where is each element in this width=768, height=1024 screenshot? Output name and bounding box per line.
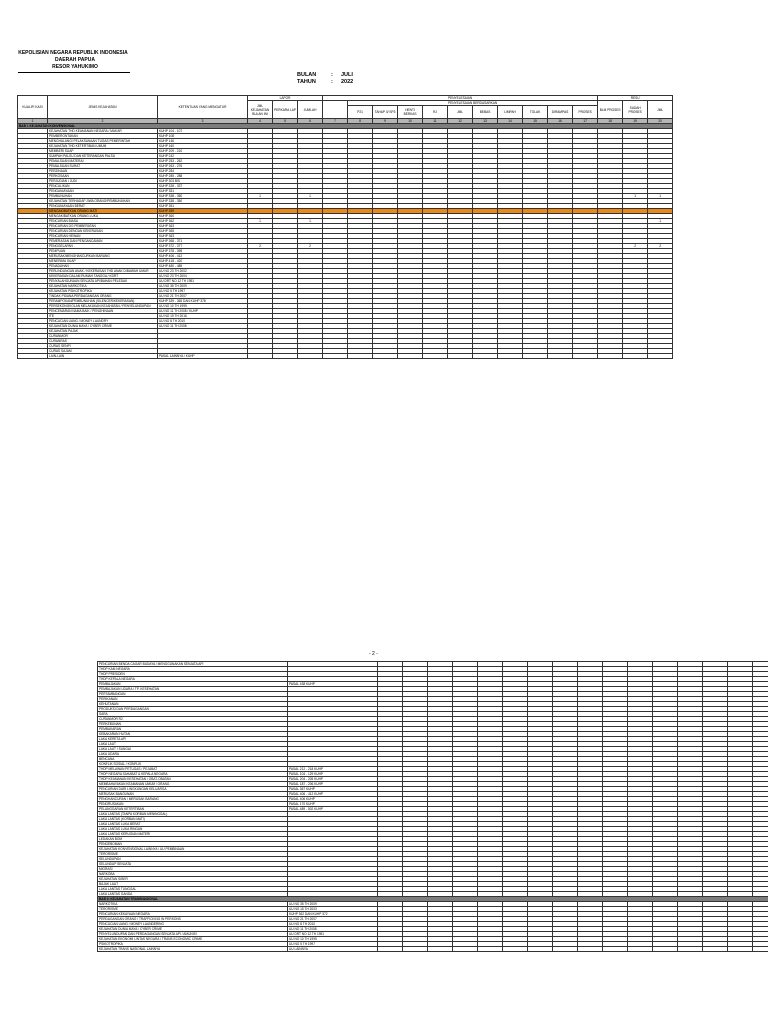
legal-basis-cell: KUHP 360 [158, 214, 248, 219]
value-cell: 1 [298, 194, 323, 199]
column-number: 7 [323, 119, 348, 124]
crime-type-cell: PERLINDUNGAN ANAK / KEKERASAN THD ANAK DIBAWAH UMUR [48, 269, 158, 274]
legal-basis-cell: KUHP 362 DAN KUHP 372 [288, 912, 378, 917]
value-cell [728, 947, 753, 952]
crime-type-cell: TERORISME [98, 852, 288, 857]
legal-basis-cell: UU NO 35 TH 2009 [288, 902, 378, 907]
column-number: 2 [48, 119, 158, 124]
crime-type-cell: CURAS SAJAM [48, 349, 158, 354]
crime-type-cell: PENGANIAYAAN BERAT [48, 204, 158, 209]
legal-basis-cell: UU NO 5 TH 1997 [288, 942, 378, 947]
legal-basis-cell: KUHP 480 - 485 [158, 264, 248, 269]
col-lapor: PERKARA LAP [273, 101, 298, 119]
crime-type-cell: PELANGGARAN KETERTIBAN [98, 807, 288, 812]
crime-type-cell: SARA [98, 712, 288, 717]
crime-type-cell: PENYELUNDUPAN DAN PERDAGANGAN SENJATA API / AMUNISI [98, 932, 288, 937]
table-row [98, 947, 768, 952]
crime-type-cell: MERUSAK/MENGHANCURKAN BARANG [48, 254, 158, 259]
legal-basis-cell: KUHP 146 [158, 139, 248, 144]
crime-table-page2 [97, 661, 768, 952]
crime-type-cell: PERIKANAN [98, 697, 288, 702]
crime-type-cell: ITE [48, 314, 158, 319]
crime-type-cell: PENGANIAYAAN [48, 189, 158, 194]
legal-basis-cell: UU NO 35 TH 2009 [158, 284, 248, 289]
crime-type-cell: LAKA LANTAS (TANPA KORBAN MENINGGAL) [98, 812, 288, 817]
kualifikasi-cell [18, 354, 48, 359]
value-cell [248, 354, 273, 359]
value-cell [378, 947, 403, 952]
value-cell [498, 354, 523, 359]
legal-basis-cell: UU NO 11 TH 2008 [158, 324, 248, 329]
crime-type-cell: PENCURIAN DARI LINGKUNGAN KELUARGA [98, 787, 288, 792]
crime-type-cell: PENCURIAN KEKAYAAN NEGARA [98, 912, 288, 917]
crime-type-cell: KEJAHATAN THD KETERTIBAN UMUM [48, 144, 158, 149]
header-underline [18, 72, 130, 73]
legal-basis-cell: KUHP 418 - 420 [158, 259, 248, 264]
value-cell [273, 354, 298, 359]
value-cell: 1 [648, 219, 673, 224]
legal-basis-cell: PASAL 204 - 205 KUHP [288, 777, 378, 782]
crime-type-cell: BAJAK LAUT [98, 882, 288, 887]
column-number: 4 [248, 119, 273, 124]
value-cell [578, 947, 603, 952]
crime-type-cell: PERDAGANGAN ORANG / TRAFFICKING IN PERSONS [98, 917, 288, 922]
column-number: 8 [348, 119, 373, 124]
crime-type-cell: PENADAHAN [48, 264, 158, 269]
value-cell [703, 947, 728, 952]
crime-type-cell: SUMPAH PALSU DAN KETERANGAN PALSU [48, 154, 158, 159]
crime-type-cell: KEJAHATAN TERHADAP JIWA ORANG/PEMBUNUHAN [48, 199, 158, 204]
column-number: 13 [473, 119, 498, 124]
crime-type-cell: PEMBERONTAKAN [48, 134, 158, 139]
legal-basis-cell: KUHP 378 - 395 [158, 249, 248, 254]
table-row [18, 354, 673, 359]
tahun-colon: : [331, 79, 333, 85]
crime-type-cell: KEJAHATAN DUNIA MAYA / CYBER CRIME [98, 927, 288, 932]
bulan-colon: : [331, 72, 333, 78]
crime-type-cell: THDP PRESIDEN [98, 672, 288, 677]
org-unit: RESOR YAHUKIMO [52, 64, 98, 70]
crime-type-cell: PERAMPOKAN/PEMBUNUHAN (SILENCER/KEKERASAN) [48, 299, 158, 304]
legal-basis-cell: KUHP 209 - 210 [158, 149, 248, 154]
crime-type-cell: LAKA LANTAS LUKA BERAT [98, 822, 288, 827]
crime-type-cell: THDP KEPALA NEGARA [98, 677, 288, 682]
column-number: 19 [623, 119, 648, 124]
crime-type-cell: PERKOSAAN [48, 174, 158, 179]
crime-type-cell: PENCUCIAN UANG / MONEY LAUNDRY [48, 319, 158, 324]
crime-type-cell: LAKA UDARA [98, 752, 288, 757]
crime-type-cell: KEJAHATAN PSIKOTROPIKA [48, 289, 158, 294]
value-cell [528, 947, 553, 952]
legal-basis-cell: KUHP 363 [158, 224, 248, 229]
column-number: 10 [398, 119, 423, 124]
value-cell [628, 947, 653, 952]
legal-basis-cell: KUHP 160 [158, 144, 248, 149]
legal-basis-cell: UU NO 19 TH 2016 [158, 314, 248, 319]
legal-basis-cell: UU NO 10 TH 1995 [158, 304, 248, 309]
column-number: 15 [523, 119, 548, 124]
crime-type-cell: KEBAKARAN HUTAN [98, 732, 288, 737]
crime-type-cell: KEJAHATAN KONVENSIONAL LAINNYA / UU PEMBINAAN [98, 847, 288, 852]
value-cell [298, 354, 323, 359]
bulan-label: BULAN [297, 72, 317, 78]
crime-type-cell: PEMBAJAKAN UDARA / TP. KESEHATAN [98, 687, 288, 692]
crime-type-cell: PENYALAHGUNAAN SENJATA API/BAHAN PELEDAK [48, 279, 158, 284]
crime-type-cell: SELUNDUPAN [98, 857, 288, 862]
crime-type-cell: LAKA KERETA API [98, 737, 288, 742]
group-penyelesaian-sub: PENYELESAIAN BERDASARKAN [348, 101, 598, 106]
col-selesai: LIMPAH [498, 106, 523, 119]
org-name: KEPOLISIAN NEGARA REPUBLIK INDONESIA [18, 50, 128, 56]
crime-type-cell: MEMBERI SUAP [48, 149, 158, 154]
value-cell: 1 [298, 219, 323, 224]
value-cell [373, 354, 398, 359]
value-cell [573, 354, 598, 359]
legal-basis-cell: UU NO 5 TH 1997 [158, 289, 248, 294]
col-resu: BLM PROSES [598, 101, 623, 119]
value-cell [398, 354, 423, 359]
crime-type-cell: MENERIMA SUAP [48, 259, 158, 264]
col-selesai: PROSES [573, 106, 598, 119]
column-number: 3 [158, 119, 248, 124]
crime-type-cell: PENIPUAN [48, 249, 158, 254]
value-cell [598, 354, 623, 359]
crime-type-cell: PEMERASAN DAN PENGANCAMAN [48, 239, 158, 244]
crime-type-cell: KEJAHATAN SIBER [98, 877, 288, 882]
col-selesai: RJ [423, 106, 448, 119]
col-selesai: JML [448, 106, 473, 119]
column-number: 20 [648, 119, 673, 124]
crime-type-cell: LAKA LANTAS KERUGIAN MATERI [98, 832, 288, 837]
value-cell [453, 947, 478, 952]
group-resu: RESU [598, 96, 673, 101]
value-cell [523, 354, 548, 359]
crime-type-cell: PEMBUNUHAN [48, 194, 158, 199]
crime-type-cell: PENCURIAN DENGAN KEKERASAN [48, 229, 158, 234]
value-cell [653, 947, 678, 952]
crime-type-cell: CURANMOR R2 [98, 717, 288, 722]
column-number: 5 [273, 119, 298, 124]
crime-type-cell: PENCULIKAN [48, 184, 158, 189]
crime-type-cell: MENGAKIBATKAN ORANG LUKA [48, 214, 158, 219]
legal-basis-cell: UU NO 8 TH 2010 [288, 922, 378, 927]
crime-type-cell: SELUNDUP SENJATA [98, 862, 288, 867]
legal-basis-cell: PASAL 212 - 218 KUHP [288, 767, 378, 772]
col-resu: JML [648, 101, 673, 119]
col-ketentuan: KETENTUAN YANG MENGATUR [158, 96, 248, 119]
legal-basis-cell: UU DRT NO 12 TH 1951 [158, 279, 248, 284]
crime-type-cell: KEJAHATAN EKONOMI LINTAS NEGARA / TRANS ECONOMIC CRIME [98, 937, 288, 942]
col-selesai: DIRAMPAS [548, 106, 573, 119]
legal-basis-cell: UU NO 21 TH 2007 [288, 917, 378, 922]
crime-type-cell: MENGAKIBATKAN ORANG MATI [48, 209, 158, 214]
legal-basis-cell: KUHP 108 [158, 134, 248, 139]
crime-type-cell: PENCURIAN HEWAN [48, 234, 158, 239]
legal-basis-cell: KUHP 104 - 107 [158, 129, 248, 134]
column-number: 11 [423, 119, 448, 124]
report-period [297, 72, 353, 86]
value-cell [473, 354, 498, 359]
legal-basis-cell: UU NO 21 TH 2007 [158, 294, 248, 299]
crime-type-cell: PERZINAAN [48, 169, 158, 174]
legal-basis-cell: KUHP 359 [158, 209, 248, 214]
crime-type-cell: LEDAKAN BOM [98, 837, 288, 842]
col-lapor: JUMLAH [298, 101, 323, 119]
crime-type-cell: LAKA LANTAS (KORBAN MATI) [98, 817, 288, 822]
tahun-label: TAHUN [297, 79, 316, 85]
legal-basis-cell: PASAL 489 - 502 KUHP [288, 807, 378, 812]
value-cell: 2 [298, 244, 323, 249]
value-cell [348, 354, 373, 359]
legal-basis-cell: KUHP 362 [158, 219, 248, 224]
legal-basis-cell: KUHP 284 [158, 169, 248, 174]
crime-type-cell: CURANRAS [48, 339, 158, 344]
legal-basis-cell: KUHP 351 [158, 189, 248, 194]
crime-table-page1 [17, 95, 673, 359]
value-cell: 2 [648, 244, 673, 249]
value-cell [428, 947, 453, 952]
value-cell [623, 354, 648, 359]
crime-type-cell: THDP KEAMANAN KESEHATAN / OBAT-OBATAN [98, 777, 288, 782]
legal-basis-cell: PASAL LAINNYA / KUHP [158, 354, 248, 359]
crime-type-cell: LAKA LANTAS TUNGGAL [98, 887, 288, 892]
legal-basis-cell: KUHP 303 BIS [158, 179, 248, 184]
crime-type-cell: PEMALSUAN MATERAI [48, 159, 158, 164]
crime-type-cell: PENCURIAN BENDA CAGAR BUDAYA / MENGGUNAKAN SENJATA API [98, 662, 288, 667]
crime-type-cell: THDP MELAWAN PETUGAS / PEJABAT [98, 767, 288, 772]
crime-type-cell: LAKA LAUT [98, 742, 288, 747]
value-cell [753, 947, 768, 952]
crime-type-cell: LAIN-LAIN [48, 354, 158, 359]
legal-basis-cell: UU NO 11 TH 2008 [288, 927, 378, 932]
crime-type-cell: KEJAHATAN PAJAK [48, 329, 158, 334]
legal-basis-cell: KUHP 263 - 276 [158, 164, 248, 169]
legal-basis-cell: KUHP 338 - 350 [158, 199, 248, 204]
col-sp [323, 101, 348, 119]
legal-basis-cell: KUHP 351 [158, 204, 248, 209]
value-cell [603, 947, 628, 952]
value-cell [403, 947, 428, 952]
crime-type-cell: PENGGELAPAN [48, 244, 158, 249]
value-cell: 1 [248, 194, 273, 199]
crime-type-cell: KEJAHATAN THD KEAMANAN NEGARA / MAKAR [48, 129, 158, 134]
crime-type-cell: NARKOTIKA [98, 902, 288, 907]
crime-type-cell: TINDAK PIDANA PERDAGANGAN ORANG [48, 294, 158, 299]
legal-basis-cell: PASAL 367 KUHP [288, 787, 378, 792]
crime-type-cell: MEMBAHAYAKAN KEAMANAN UMUM / ORANG [98, 782, 288, 787]
crime-type-cell: PENGRUSAKAN [98, 802, 288, 807]
value-cell [503, 947, 528, 952]
crime-type-cell: BENCANA [98, 757, 288, 762]
crime-type-cell: MENGHALANGI PELAKSANAAN TUGAS PEMERINTAH [48, 139, 158, 144]
crime-type-cell: PRODUKSI DAN PERDAGANGAN [98, 707, 288, 712]
value-cell [678, 947, 703, 952]
legal-basis-cell: KUHP 242 [158, 154, 248, 159]
crime-type-cell: PERKEBUNAN [98, 722, 288, 727]
crime-type-cell: CURAS SENPI [48, 344, 158, 349]
value-cell [548, 354, 573, 359]
legal-basis-cell: PASAL 406 - 412 KUHP [288, 792, 378, 797]
crime-type-cell: LAKA LAUT / SUNGAI [98, 747, 288, 752]
col-selesai: TAHAP II/ SP3 [373, 106, 398, 119]
legal-basis-cell: PASAL 438 KUHP [288, 682, 378, 687]
section-title: BAB I. KEJAHATAN KONVENSIONAL [18, 124, 673, 129]
crime-type-cell: PERJUDIAN / JUDI [48, 179, 158, 184]
crime-type-cell: KEHUTANAN [98, 702, 288, 707]
col-selesai: BEBAS [473, 106, 498, 119]
value-cell [323, 354, 348, 359]
crime-type-cell: PENGHANCURAN / MERUSAK BARANG [98, 797, 288, 802]
col-selesai: HENTI BERKAS [398, 106, 423, 119]
report-header [18, 50, 132, 73]
legal-basis-cell: PASAL 170 KUHP [288, 802, 378, 807]
crime-type-cell: LAKA LANTAS GANDA [98, 892, 288, 897]
value-cell [423, 354, 448, 359]
org-region: DAERAH PAPUA [55, 57, 95, 63]
legal-basis-cell: PASAL 187 - 206 KUHP [288, 782, 378, 787]
value-cell [648, 354, 673, 359]
column-number: 9 [373, 119, 398, 124]
crime-type-cell: PENCEMARAN NAMA BAIK / PENGHINAAN [48, 309, 158, 314]
crime-type-cell: THDP KAM NEGARA [98, 667, 288, 672]
value-cell: 1 [248, 219, 273, 224]
crime-type-cell: PSIKOTROPIKA [98, 942, 288, 947]
legal-basis-cell: KUHP 363 [158, 234, 248, 239]
legal-basis-cell: UU NO 10 TH 1995 [288, 937, 378, 942]
crime-type-cell: PEMBAJAKAN [98, 682, 288, 687]
value-cell: 1 [648, 194, 673, 199]
column-number: 1 [18, 119, 48, 124]
value-cell [448, 354, 473, 359]
column-number: 14 [498, 119, 523, 124]
legal-basis-cell: UU NO 8 TH 2010 [158, 319, 248, 324]
legal-basis-cell: KUHP 253 - 262 [158, 159, 248, 164]
crime-type-cell: PEMBAKARAN [98, 727, 288, 732]
crime-type-cell: PERSEKONGKOLAN MELAKUKAN KEJAHATAN / PENYELUNDUPAN [48, 304, 158, 309]
column-number: 16 [548, 119, 573, 124]
legal-basis-cell: KUHP 339 - 365 DAN KUHP 378 [158, 299, 248, 304]
crime-type-cell: KEJAHATAN DUNIA MAYA / CYBER CRIME [48, 324, 158, 329]
tahun-value: 2022 [341, 79, 354, 85]
legal-basis-cell: KUHP 406 - 412 [158, 254, 248, 259]
crime-type-cell: PERTAMBANGAN [98, 692, 288, 697]
value-cell: 2 [248, 244, 273, 249]
page-number: - 2 - [369, 651, 378, 657]
legal-basis-cell: KUHP 372 - 377 [158, 244, 248, 249]
crime-type-cell: TERORISME [98, 907, 288, 912]
crime-type-cell: PENGEBOMAN [98, 842, 288, 847]
crime-type-cell: MERUSAK BANGUNAN [98, 792, 288, 797]
section-title: BAB II. KEJAHATAN TRANSNASIONAL [98, 897, 768, 902]
legal-basis-cell: KUHP 365 [158, 229, 248, 234]
col-kualifikasi: KUALIFI KASI [18, 96, 48, 119]
legal-basis-cell: UU NO 23 TH 2004 [158, 274, 248, 279]
legal-basis-cell: UU NO 23 TH 2002 [158, 269, 248, 274]
col-selesai: TOLAK [523, 106, 548, 119]
value-cell [478, 947, 503, 952]
group-penyelesaian: PENYELESAIAN [323, 96, 598, 101]
column-number: 12 [448, 119, 473, 124]
crime-type-cell: PENCURIAN DG PEMBERATAN [48, 224, 158, 229]
column-number: 6 [298, 119, 323, 124]
legal-basis-cell: KUHP 328 - 337 [158, 184, 248, 189]
crime-type-cell: THDP NEGARA SAHABAT & KEPALA NEGARA [98, 772, 288, 777]
crime-type-cell: NARKOBA [98, 872, 288, 877]
crime-type-cell: MIGRASI [98, 867, 288, 872]
value-cell: 1 [623, 194, 648, 199]
legal-basis-cell: UU LAINNYA [288, 947, 378, 952]
col-resu: SUDAH PROSES [623, 101, 648, 119]
col-selesai: P21 [348, 106, 373, 119]
group-lapor: LAPOR [248, 96, 323, 101]
col-jenis: JENIS KEJAHATAN [48, 96, 158, 119]
crime-type-cell: PENCUCIAN UANG / MONEY LAUNDERING [98, 922, 288, 927]
crime-type-cell: KEKERASAN DALAM RUMAH TANGGA / KDRT [48, 274, 158, 279]
crime-type-cell: KEJAHATAN NARKOTIKA [48, 284, 158, 289]
crime-type-cell: LAKA LANTAS LUKA RINGAN [98, 827, 288, 832]
crime-type-cell: PEMALSUAN SURAT [48, 164, 158, 169]
column-number: 17 [573, 119, 598, 124]
legal-basis-cell: KUHP 368 - 371 [158, 239, 248, 244]
legal-basis-cell: UU NO 11 TH 2008 / KUHP [158, 309, 248, 314]
legal-basis-cell: PASAL 406 KUHP [288, 797, 378, 802]
legal-basis-cell: KUHP 285 - 288 [158, 174, 248, 179]
column-number: 18 [598, 119, 623, 124]
crime-type-cell: PENCURIAN BIASA [48, 219, 158, 224]
crime-type-cell: KONFLIK SOSIAL / KONFLIK [98, 762, 288, 767]
value-cell: 2 [623, 244, 648, 249]
legal-basis-cell: UU DRT NO 12 TH 1951 [288, 932, 378, 937]
legal-basis-cell: KUHP 338 - 350 [158, 194, 248, 199]
value-cell [553, 947, 578, 952]
col-lapor: JML KEJAHATAN BULAN INI [248, 101, 273, 119]
legal-basis-cell: PASAL 104 - 129 KUHP [288, 772, 378, 777]
crime-type-cell: CURANMOR [48, 334, 158, 339]
legal-basis-cell: UU NO 15 TH 2003 [288, 907, 378, 912]
bulan-value: JULI [341, 72, 353, 78]
crime-type-cell: KEJAHATAN TRANS NASIONAL LAINNYA [98, 947, 288, 952]
